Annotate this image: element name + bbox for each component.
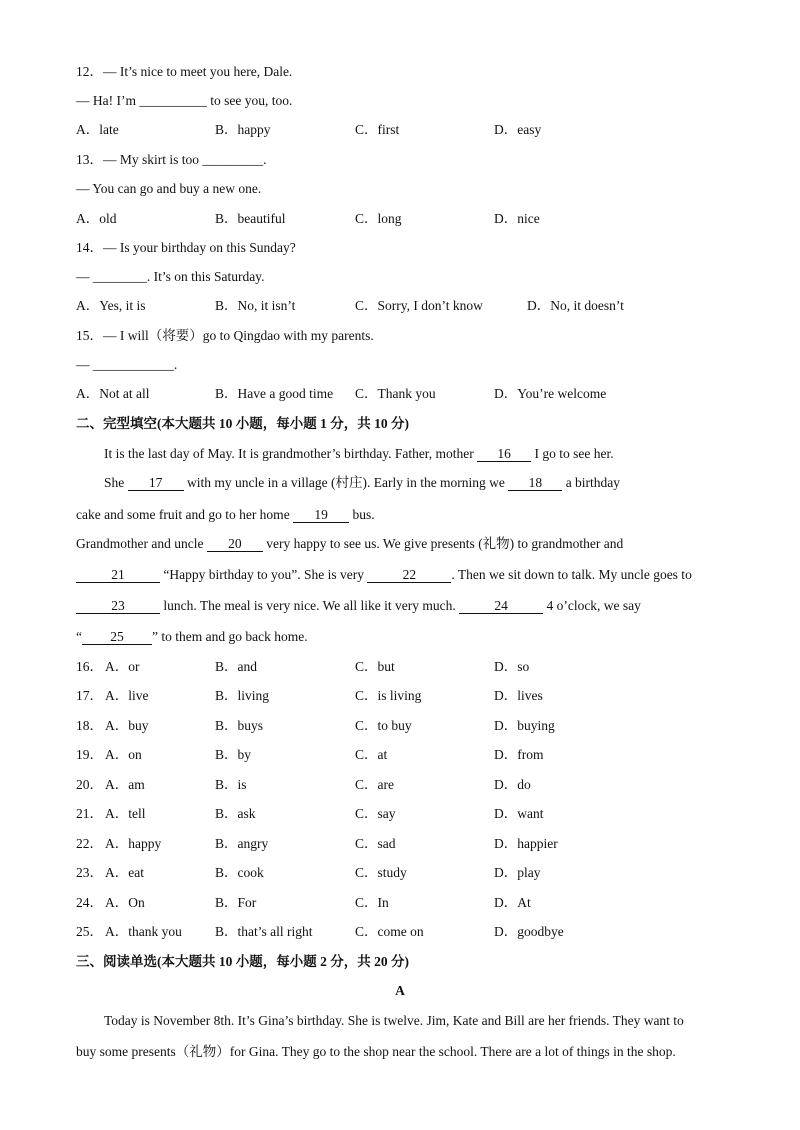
option-d: D．happier [494,836,558,851]
cloze-line-2: She 17 with my uncle in a village (村庄). Early in the morning we 18 a birthday [104,475,621,490]
option-b: B．No, it isn’t [215,298,296,313]
blank-24: 24 [459,598,543,614]
q13-reply: — You can go and buy a new one. [76,181,262,196]
option-d: D．No, it doesn’t [527,298,624,313]
q14-number: 14． [76,240,103,255]
q12-question: 12．— It’s nice to meet you here, Dale. [76,64,293,79]
option-d: D．goodbye [494,924,564,939]
option-a: A．live [105,688,149,703]
option-c: C．sad [355,836,396,851]
option-b: B．ask [215,806,256,821]
q13-number: 13． [76,152,103,167]
question-number: 17． [76,688,103,703]
option-b: B．buys [215,718,264,733]
q16-options [76,658,716,676]
option-c: C．but [355,659,395,674]
option-a: A．buy [105,718,149,733]
blank-20: 20 [207,536,263,552]
q25-options [76,923,716,941]
option-d: D．lives [494,688,543,703]
section2-heading: 二、完型填空(本大题共 10 小题，每小题 1 分，共 10 分) [76,416,409,431]
blank-16: 16 [477,446,531,462]
option-a: A．tell [105,806,146,821]
section3-heading: 三、阅读单选(本大题共 10 小题，每小题 2 分，共 20 分) [76,954,409,969]
cloze-line-3: cake and some fruit and go to her home 19 bus. [76,507,375,522]
cloze-line-1: It is the last day of May. It is grandmother’s birthday. Father, mother 16 I go to see her. [104,446,614,461]
option-c: C．say [355,806,396,821]
q17-options [76,687,716,705]
option-a: A．late [76,122,119,137]
option-d: D．play [494,865,541,880]
q15-reply: — ____________. [76,357,178,372]
option-a: A．happy [105,836,162,851]
option-b: B．and [215,659,257,674]
option-b: B．angry [215,836,269,851]
option-a: A．am [105,777,145,792]
q15-number: 15． [76,328,103,343]
q14-options [76,297,716,315]
question-number: 23． [76,865,103,880]
passage-line-2: buy some presents（礼物）for Gina. They go to the shop near the school. There are a lot of things in the shop. [76,1044,676,1059]
question-number: 25． [76,924,103,939]
option-b: B．happy [215,122,271,137]
option-c: C．is living [355,688,422,703]
option-c: C．study [355,865,407,880]
option-c: C．In [355,895,389,910]
option-a: A．Yes, it is [76,298,146,313]
option-c: C．Thank you [355,386,436,401]
blank-21: 21 [76,567,160,583]
q14-reply: — ________. It’s on this Saturday. [76,269,265,284]
blank-18: 18 [508,475,562,491]
option-b: B．by [215,747,252,762]
option-c: C．long [355,211,402,226]
question-number: 21． [76,806,103,821]
option-b: B．For [215,895,257,910]
option-a: A．old [76,211,117,226]
option-b: B．is [215,777,247,792]
q12-reply: — Ha! I’m __________ to see you, too. [76,93,293,108]
option-c: C．Sorry, I don’t know [355,298,483,313]
q20-options [76,776,716,794]
blank-23: 23 [76,598,160,614]
q23-options [76,864,716,882]
q12-number: 12． [76,64,103,79]
option-c: C．to buy [355,718,412,733]
option-c: C．are [355,777,394,792]
passage-line-1: Today is November 8th. It’s Gina’s birthday. She is twelve. Jim, Kate and Bill are her friends. They want to [104,1013,684,1028]
option-d: D．At [494,895,531,910]
passage-title: A [395,983,405,998]
option-b: B．that’s all right [215,924,313,939]
q15-question: 15．— I will（将要）go to Qingdao with my parents. [76,328,374,343]
cloze-line-4: Grandmother and uncle 20 very happy to see us. We give presents (礼物) to grandmother and [76,536,624,551]
option-d: D．want [494,806,544,821]
option-a: A．On [105,895,145,910]
cloze-line-7: “ 25 ” to them and go back home. [76,629,308,644]
question-number: 20． [76,777,103,792]
q12-options [76,121,716,139]
option-d: D．so [494,659,530,674]
q14-question: 14．— Is your birthday on this Sunday? [76,240,296,255]
q15-options [76,385,716,403]
option-b: B．cook [215,865,264,880]
option-a: A．thank you [105,924,182,939]
q21-options [76,805,716,823]
option-d: D．from [494,747,544,762]
option-c: C．at [355,747,388,762]
option-b: B．living [215,688,270,703]
option-a: A．Not at all [76,386,150,401]
blank-19: 19 [293,507,349,523]
option-d: D．nice [494,211,540,226]
q13-options [76,210,716,228]
q19-options [76,746,716,764]
option-d: D．do [494,777,531,792]
option-c: C．come on [355,924,424,939]
blank-25: 25 [82,629,152,645]
option-d: D．You’re welcome [494,386,607,401]
option-c: C．first [355,122,400,137]
option-b: B．beautiful [215,211,286,226]
option-b: B．Have a good time [215,386,334,401]
option-d: D．buying [494,718,555,733]
q24-options [76,894,716,912]
blank-17: 17 [128,475,184,491]
question-number: 22． [76,836,103,851]
q22-options [76,835,716,853]
option-a: A．on [105,747,142,762]
q18-options [76,717,716,735]
q13-question: 13．— My skirt is too _________. [76,152,267,167]
cloze-line-5: 21 “Happy birthday to you”. She is very 22 . Then we sit down to talk. My uncle goes to [76,566,692,584]
cloze-line-6: 23 lunch. The meal is very nice. We all like it very much. 24 4 o’clock, we say [76,597,641,615]
question-number: 24． [76,895,103,910]
option-a: A．or [105,659,140,674]
question-number: 19． [76,747,103,762]
question-number: 16． [76,659,103,674]
blank-22: 22 [367,567,451,583]
option-d: D．easy [494,122,542,137]
question-number: 18． [76,718,103,733]
option-a: A．eat [105,865,144,880]
